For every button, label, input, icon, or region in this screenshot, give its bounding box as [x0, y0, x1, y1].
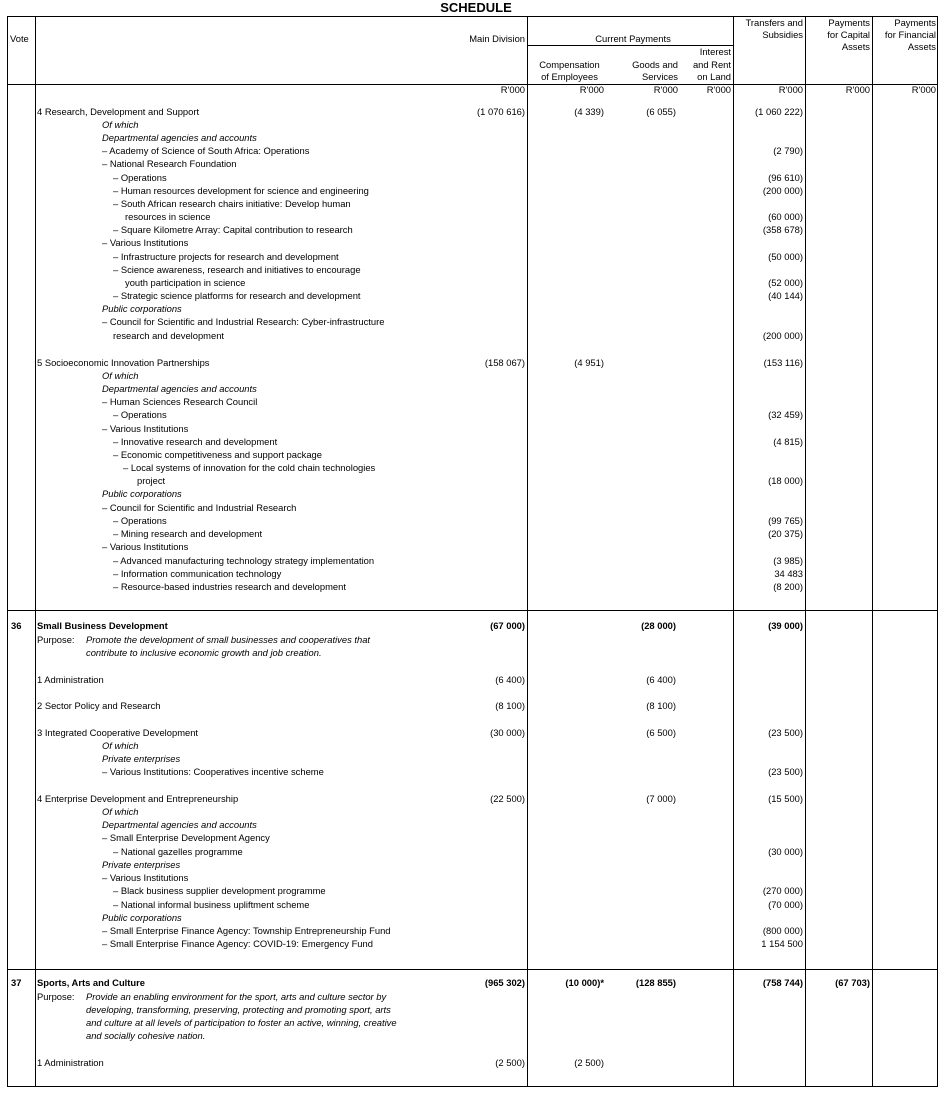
row-label: – National gazelles programme	[113, 846, 243, 857]
row-label: and culture at all levels of participation to foster an active, winning, creative	[86, 1017, 397, 1028]
row-label: – Various Institutions: Cooperatives incentive scheme	[102, 766, 324, 777]
row-label: 4 Enterprise Development and Entrepreneurship	[37, 793, 239, 804]
row-label: – Human Sciences Research Council	[102, 396, 258, 407]
row-label: – Various Institutions	[102, 423, 189, 434]
row-label: – Various Institutions	[102, 541, 189, 552]
cell-md: (965 302)	[484, 977, 525, 988]
cell-ce: (10 000)*	[565, 977, 604, 988]
vote-36-separator	[7, 610, 938, 611]
header-financial-1: Payments	[894, 17, 936, 28]
header-capital-1: Payments	[828, 17, 870, 28]
cell-tr: (39 000)	[768, 620, 803, 631]
header-goods-1: Goods and	[632, 59, 678, 70]
col-line-main-division	[527, 16, 528, 1087]
cell-tr: (1 060 222)	[755, 106, 803, 117]
cell-tr: (32 459)	[768, 409, 803, 420]
cell-tr: (60 000)	[768, 211, 803, 222]
col-line-financial	[872, 16, 873, 1087]
row-label: Departmental agencies and accounts	[102, 383, 257, 394]
cell-gs: (6 400)	[646, 674, 676, 685]
cell-md: (158 067)	[484, 357, 525, 368]
row-label: – Operations	[113, 515, 167, 526]
row-label: developing, transforming, preserving, protecting and promoting sport, arts	[86, 1004, 391, 1015]
row-label: Public corporations	[102, 303, 182, 314]
header-capital-3: Assets	[841, 41, 870, 52]
row-label: – Black business supplier development programme	[113, 885, 326, 896]
row-label: – Small Enterprise Finance Agency: Township Entrepreneurship Fund	[102, 925, 391, 936]
header-main-division: Main Division	[469, 33, 525, 44]
row-label: – South African research chairs initiative: Develop human	[113, 198, 351, 209]
cell-md: (67 000)	[490, 620, 525, 631]
row-label: 2 Sector Policy and Research	[37, 700, 161, 711]
row-label: – Various Institutions	[102, 872, 189, 883]
header-financial-2: for Financial	[884, 29, 936, 40]
row-label: – Economic competitiveness and support package	[113, 449, 322, 460]
cell-gs: (7 000)	[646, 793, 676, 804]
cell-tr: (2 790)	[773, 145, 803, 156]
header-interest-3: on Land	[697, 71, 731, 82]
cell-tr: (96 610)	[768, 172, 803, 183]
row-label: Public corporations	[102, 912, 182, 923]
row-label: – Council for Scientific and Industrial Research: Cyber-infrastructure	[102, 316, 385, 327]
row-label: – Innovative research and development	[113, 436, 278, 447]
cell-tr: 34 483	[774, 568, 803, 579]
row-label: – Small Enterprise Finance Agency: COVID-19: Emergency Fund	[102, 938, 373, 949]
row-label: Departmental agencies and accounts	[102, 132, 257, 143]
row-label: – Square Kilometre Array: Capital contribution to research	[113, 224, 353, 235]
cell-tr: (50 000)	[768, 251, 803, 262]
row-label: – Resource-based industries research and development	[113, 581, 346, 592]
cell-gs: (6 055)	[646, 106, 676, 117]
header-vote: Vote	[10, 33, 29, 44]
cell-tr: (800 000)	[762, 925, 803, 936]
unit-transfers: R'000	[778, 84, 803, 95]
row-label: Private enterprises	[102, 753, 181, 764]
cell-tr: (3 985)	[773, 555, 803, 566]
row-label: – Various Institutions	[102, 237, 189, 248]
unit-capital: R'000	[845, 84, 870, 95]
cell-tr: (30 000)	[768, 846, 803, 857]
cell-ce: (4 339)	[574, 106, 604, 117]
cell-tr: (8 200)	[773, 581, 803, 592]
col-line-capital	[805, 16, 806, 1087]
header-transfers-1: Transfers and	[745, 17, 803, 28]
cell-gs: (6 500)	[646, 727, 676, 738]
row-label: Provide an enabling environment for the sport, arts and culture sector by	[86, 991, 387, 1002]
header-interest-2: and Rent	[692, 59, 731, 70]
vote-number: 37	[11, 977, 22, 988]
cell-md: (1 070 616)	[477, 106, 525, 117]
header-compensation-1: Compensation	[539, 59, 600, 70]
row-label: Of which	[102, 119, 139, 130]
row-label: Small Business Development	[37, 620, 168, 631]
cell-ce: (2 500)	[574, 1057, 604, 1068]
cell-md: (6 400)	[495, 674, 525, 685]
cell-tr: (23 500)	[768, 766, 803, 777]
row-label: resources in science	[125, 211, 211, 222]
row-label: research and development	[113, 330, 225, 341]
cell-tr: (4 815)	[773, 436, 803, 447]
row-label: Departmental agencies and accounts	[102, 819, 257, 830]
row-label: – Academy of Science of South Africa: Operations	[102, 145, 310, 156]
cell-gs: (8 100)	[646, 700, 676, 711]
row-label: 4 Research, Development and Support	[37, 106, 200, 117]
unit-financial: R'000	[911, 84, 936, 95]
row-label: – Information communication technology	[113, 568, 282, 579]
header-goods-2: Services	[642, 71, 678, 82]
cell-md: (30 000)	[490, 727, 525, 738]
row-label: and socially cohesive nation.	[86, 1030, 206, 1041]
cell-tr: (20 375)	[768, 528, 803, 539]
row-label: – Operations	[113, 409, 167, 420]
row-label: – Council for Scientific and Industrial Research	[102, 502, 297, 513]
cell-tr: (200 000)	[762, 185, 803, 196]
row-label: youth participation in science	[125, 277, 246, 288]
cell-tr: (200 000)	[762, 330, 803, 341]
row-label: Sports, Arts and Culture	[37, 977, 145, 988]
row-label: Public corporations	[102, 488, 182, 499]
unit-interest: R'000	[706, 84, 731, 95]
row-label: – National Research Foundation	[102, 158, 237, 169]
cell-tr: (358 678)	[762, 224, 803, 235]
page-title: SCHEDULE	[440, 0, 512, 15]
cell-md: (22 500)	[490, 793, 525, 804]
unit-goods: R'000	[653, 84, 678, 95]
row-label: – Local systems of innovation for the cold chain technologies	[123, 462, 376, 473]
cell-tr: (23 500)	[768, 727, 803, 738]
cell-tr: (15 500)	[768, 793, 803, 804]
header-interest-1: Interest	[699, 46, 731, 57]
row-label: – Science awareness, research and initiatives to encourage	[113, 264, 361, 275]
cell-tr: 1 154 500	[761, 938, 803, 949]
row-label: – Small Enterprise Development Agency	[102, 832, 270, 843]
cell-tr: (270 000)	[762, 885, 803, 896]
header-financial-3: Assets	[907, 41, 936, 52]
cell-tr: (70 000)	[768, 899, 803, 910]
row-label: Purpose:	[37, 991, 75, 1002]
col-line-transfers	[733, 16, 734, 1087]
row-label: – Mining research and development	[113, 528, 263, 539]
col-line-vote	[35, 16, 36, 1087]
row-label: Purpose:	[37, 634, 75, 645]
vote-number: 36	[11, 620, 22, 631]
unit-compensation: R'000	[579, 84, 604, 95]
cell-tr: (18 000)	[768, 475, 803, 486]
cell-ce: (4 951)	[574, 357, 604, 368]
cell-gs: (128 855)	[635, 977, 676, 988]
row-label: 5 Socioeconomic Innovation Partnerships	[37, 357, 210, 368]
cell-tr: (153 116)	[763, 357, 803, 368]
cell-tr: (99 765)	[768, 515, 803, 526]
row-label: Of which	[102, 740, 139, 751]
header-transfers-2: Subsidies	[762, 29, 803, 40]
cell-gs: (28 000)	[641, 620, 676, 631]
row-label: Promote the development of small businesses and cooperatives that	[86, 634, 371, 645]
unit-main-division: R'000	[500, 84, 525, 95]
row-label: – Infrastructure projects for research and development	[113, 251, 339, 262]
header-current-payments: Current Payments	[595, 33, 671, 44]
cell-md: (2 500)	[495, 1057, 525, 1068]
row-label: contribute to inclusive economic growth and job creation.	[86, 647, 322, 658]
row-label: Of which	[102, 806, 139, 817]
cell-tr: (52 000)	[768, 277, 803, 288]
header-compensation-2: of Employees	[541, 71, 598, 82]
vote-37-separator	[7, 969, 938, 970]
row-label: 1 Administration	[37, 674, 104, 685]
cell-pc: (67 703)	[835, 977, 870, 988]
row-label: 1 Administration	[37, 1057, 104, 1068]
header-capital-2: for Capital	[827, 29, 870, 40]
row-label: – National informal business upliftment scheme	[113, 899, 310, 910]
row-label: project	[137, 475, 166, 486]
cell-tr: (40 144)	[768, 290, 803, 301]
row-label: 3 Integrated Cooperative Development	[37, 727, 199, 738]
row-label: – Human resources development for science and engineering	[113, 185, 369, 196]
cell-tr: (758 744)	[762, 977, 803, 988]
row-label: Private enterprises	[102, 859, 181, 870]
row-label: – Operations	[113, 172, 167, 183]
cell-md: (8 100)	[495, 700, 525, 711]
row-label: – Strategic science platforms for research and development	[113, 290, 361, 301]
row-label: Of which	[102, 370, 139, 381]
row-label: – Advanced manufacturing technology strategy implementation	[113, 555, 375, 566]
